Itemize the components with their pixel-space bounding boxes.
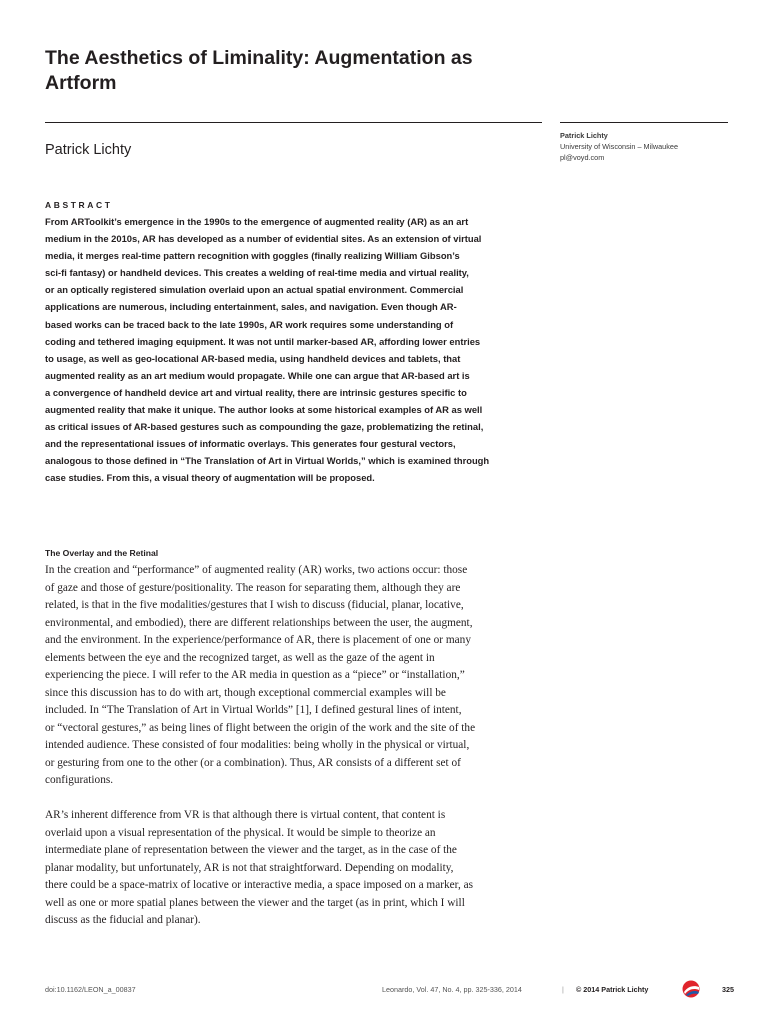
abstract-line: as critical issues of AR-based gestures such as compounding the gaze, problematizing the retinal, <box>45 421 484 433</box>
paragraph1-line: In the creation and “performance” of augmented reality (AR) works, two actions occur: those <box>45 564 468 576</box>
abstract-line: From ARToolkit’s emergence in the 1990s to the emergence of augmented reality (AR) as an art <box>45 216 469 227</box>
paragraph1-line: of gaze and those of gesture/positionality. The reason for separating them, although they are <box>45 581 461 594</box>
abstract-line: media, it merges real-time pattern recognition with goggles (finally realizing William Gibson’s <box>45 250 460 262</box>
footer-page-number: 325 <box>722 985 734 994</box>
paper-title: The Aesthetics of Liminality: Augmentation as Artform <box>45 47 473 94</box>
abstract-line: augmented reality that make it unique. The author looks at some historical examples of AR as well <box>45 404 483 416</box>
paragraph1-line: or “vectoral gestures,” as being lines of flight between the origin of the work and the site of the <box>45 721 476 734</box>
abstract-body <box>45 213 545 487</box>
paragraph1-line: and the environment. In the experience/performance of AR, there is placement of one or many <box>45 634 471 646</box>
footer-journal: Leonardo, Vol. 47, No. 4, pp. 325-336, 2014 <box>382 985 522 994</box>
author-affiliation <box>560 130 678 163</box>
abstract-line: medium in the 2010s, AR has developed as a number of evidential sites. As an extension of virtual <box>45 233 482 245</box>
abstract-line: to usage, as well as geo-locational AR-based media, using handheld devices and tablets, that <box>45 352 461 364</box>
paragraph1-line: elements between the eye and the recognized target, as well as the gaze of the agent in <box>45 651 435 664</box>
paragraph2-line: intermediate plane of representation between the viewer and the target, as in the case of the <box>45 844 457 856</box>
abstract-line: applications are numerous, including entertainment, sales, and navigation. Even though AR- <box>45 301 457 313</box>
abstract-line: and the representational issues of informatic overlays. This generates four gestural vectors, <box>45 438 456 450</box>
header-rule <box>45 122 542 123</box>
paragraph1-line: experiencing the piece. I will refer to the AR media in question as a “piece” or “installation,” <box>45 669 465 681</box>
paragraph1-line: related, is that in the five modalities/gestures that I wish to discuss (fiducial, planar, locative, <box>45 599 464 611</box>
affiliation-email[interactable]: pl@voyd.com <box>560 153 605 162</box>
paragraph1-line: since this discussion has to do with art, though exceptional commercial examples will be <box>45 686 446 699</box>
author-name: Patrick Lichty <box>45 142 132 158</box>
footer-copyright: © 2014 Patrick Lichty <box>576 985 649 994</box>
affiliation-name: Patrick Lichty <box>560 131 608 140</box>
paragraph1-line: or gesturing from one to the other (or a combination). Thus, AR consists of a different set of <box>45 756 461 769</box>
abstract-line: coding and tethered imaging equipment. It was not until marker-based AR, affording lower entries <box>45 335 481 347</box>
footer-separator: | <box>562 985 564 994</box>
paragraph1-line: configurations. <box>45 774 114 786</box>
paragraph2-line: AR’s inherent difference from VR is that although there is virtual content, that content is <box>45 809 446 821</box>
sidebar-rule <box>560 122 728 123</box>
body-paragraph-1 <box>45 562 545 790</box>
body-paragraph-2 <box>45 807 545 930</box>
paragraph1-line: environmental, and embodied), there are different relationships between the user, the augment, <box>45 616 473 629</box>
abstract-line: or an optically registered simulation overlaid upon an actual spatial environment. Commercial <box>45 284 464 296</box>
abstract-line: a convergence of handheld device art and virtual reality, there are intrinsic gestures specific to <box>45 386 467 398</box>
paragraph2-line: planar modality, but unfortunately, AR is not that straightforward. Depending on modality, <box>45 861 454 874</box>
abstract-line: sci-fi fantasy) or handheld devices. This creates a welding of real-time media and virtual reality, <box>45 267 469 279</box>
paragraph2-line: well as one or more spatial planes between the viewer and the target (as in print, which I will <box>45 896 465 909</box>
footer-doi[interactable]: doi:10.1162/LEON_a_00837 <box>45 985 136 994</box>
paragraph1-line: included. In “The Translation of Art in Virtual Worlds” [1], I defined gestural lines of intent, <box>45 704 462 716</box>
section-heading: The Overlay and the Retinal <box>45 548 159 558</box>
abstract-line: case studies. From this, a visual theory of augmentation will be proposed. <box>45 472 375 484</box>
abstract-line: based works can be traced back to the late 1990s, AR work requires some understanding of <box>45 318 454 330</box>
paragraph2-line: overlaid upon a visual representation of the physical. It would be simple to theorize an <box>45 826 436 839</box>
abstract-line: analogous to those defined in “The Translation of Art in Virtual Worlds,” which is examined through <box>45 455 490 467</box>
paragraph2-line: there could be a space-matrix of locative or interactive media, a space imposed on a marker, as <box>45 879 474 891</box>
paragraph2-line: discuss as the fiducial and planar). <box>45 914 201 926</box>
affiliation-institution: University of Wisconsin – Milwaukee <box>560 142 679 151</box>
abstract-heading: ABSTRACT <box>45 200 113 210</box>
mit-press-logo-icon <box>680 980 702 998</box>
paragraph1-line: intended audience. These consisted of four modalities: being wholly in the physical or virtual, <box>45 739 470 751</box>
abstract-line: augmented reality as an art medium would propagate. While one can argue that AR-based art is <box>45 369 470 381</box>
